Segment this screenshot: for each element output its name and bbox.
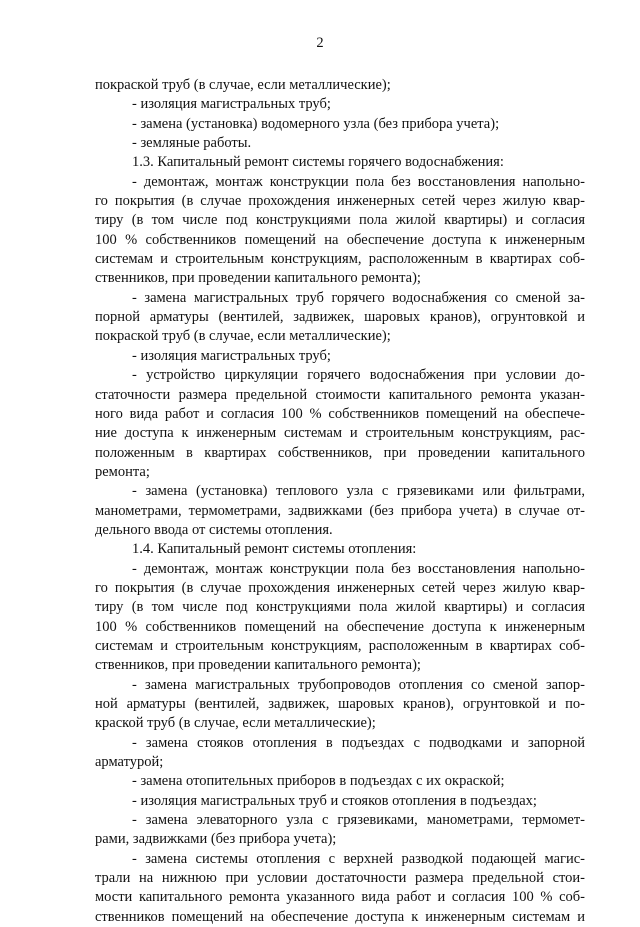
text-line: - изоляция магистральных труб; (132, 347, 331, 364)
text-line: трали на нижнюю при условии достаточности размера предельной стои- (95, 870, 585, 887)
text-line: краской труб (в случае, если металлические); (95, 715, 376, 732)
text-line: - замена магистральных трубопроводов отопления со сменой запор- (132, 676, 585, 693)
text-line: - замена системы отопления с верхней разводкой подающей магис- (132, 850, 585, 867)
text-line: статочности размера предельной стоимости капитального ремонта указан- (95, 386, 585, 403)
text-line: тиру (в том числе под конструкциями пола жилой квартиры) и согласия (95, 212, 585, 229)
text-line: - демонтаж, монтаж конструкции пола без восстановления напольно- (132, 173, 585, 190)
text-line: - изоляция магистральных труб и стояков отопления в подъездах; (132, 792, 537, 809)
text-line: порной арматуры (вентилей, задвижек, шаровых кранов), огрунтовкой и (95, 309, 585, 326)
page-number: 2 (316, 35, 324, 51)
text-line: манометрами, термометрами, задвижками (без прибора учета) в случае от- (95, 502, 585, 519)
text-line: - замена элеваторного узла с грязевиками, манометрами, термомет- (132, 812, 585, 829)
text-line: ственников, при проведении капитального ремонта); (95, 657, 421, 674)
text-line: 100 % собственников помещений на обеспечение доступа к инженерным (95, 231, 585, 248)
text-line: - замена стояков отопления в подъездах с подводками и запорной (132, 734, 585, 751)
text-line: - замена магистральных труб горячего водоснабжения со сменой за- (132, 289, 585, 306)
text-line: - замена (установка) теплового узла с грязевиками или фильтрами, (132, 483, 585, 500)
text-line: положенным в квартирах собственников, при проведении капитального (95, 444, 585, 461)
text-line: - замена (установка) водомерного узла (без прибора учета); (132, 115, 500, 132)
text-line: мости капитального ремонта указанного вида работ и согласия 100 % соб- (95, 889, 585, 906)
text-line: ного вида работ и согласия 100 % собственников помещений на обеспече- (95, 405, 585, 422)
text-line: 1.3. Капитальный ремонт системы горячего водоснабжения: (132, 154, 504, 171)
text-line: ной арматуры (вентилей, задвижек, шаровых кранов), огрунтовкой и по- (95, 696, 585, 712)
text-line: рами, задвижками (без прибора учета); (95, 831, 337, 848)
text-line: покраской труб (в случае, если металлические); (95, 77, 391, 93)
text-line: - замена отопительных приборов в подъездах с их окраской; (132, 773, 505, 790)
text-line: - изоляция магистральных труб; (132, 96, 331, 113)
text-line: арматурой; (95, 754, 164, 771)
text-line: 1.4. Капитальный ремонт системы отопления: (132, 541, 417, 558)
document-body (95, 76, 585, 927)
text-line: тиру (в том числе под конструкциями пола жилой квартиры) и согласия (95, 599, 585, 616)
text-line: системам и строительным конструкциям, расположенным в квартирах соб- (95, 637, 585, 654)
text-line: го покрытия (в случае прохождения инженерных сетей через жилую квар- (95, 193, 585, 210)
text-line: - демонтаж, монтаж конструкции пола без восстановления напольно- (132, 560, 585, 577)
text-line: покраской труб (в случае, если металлические); (95, 328, 391, 345)
text-line: ремонта; (95, 463, 150, 480)
text-line: ственников помещений на обеспечение доступа к инженерным системам и (95, 908, 585, 925)
text-line: 100 % собственников помещений на обеспечение доступа к инженерным (95, 618, 585, 635)
text-line: ственников, при проведении капитального ремонта); (95, 270, 421, 287)
text-line: ние доступа к инженерным системам и строительным конструкциям, рас- (95, 425, 585, 442)
text-line: дельного ввода от системы отопления. (95, 521, 333, 538)
text-line: - устройство циркуляции горячего водоснабжения при условии до- (132, 367, 585, 384)
text-line: - земляные работы. (132, 135, 252, 152)
text-line: го покрытия (в случае прохождения инженерных сетей через жилую квар- (95, 579, 585, 596)
text-line: системам и строительным конструкциям, расположенным в квартирах соб- (95, 251, 585, 268)
